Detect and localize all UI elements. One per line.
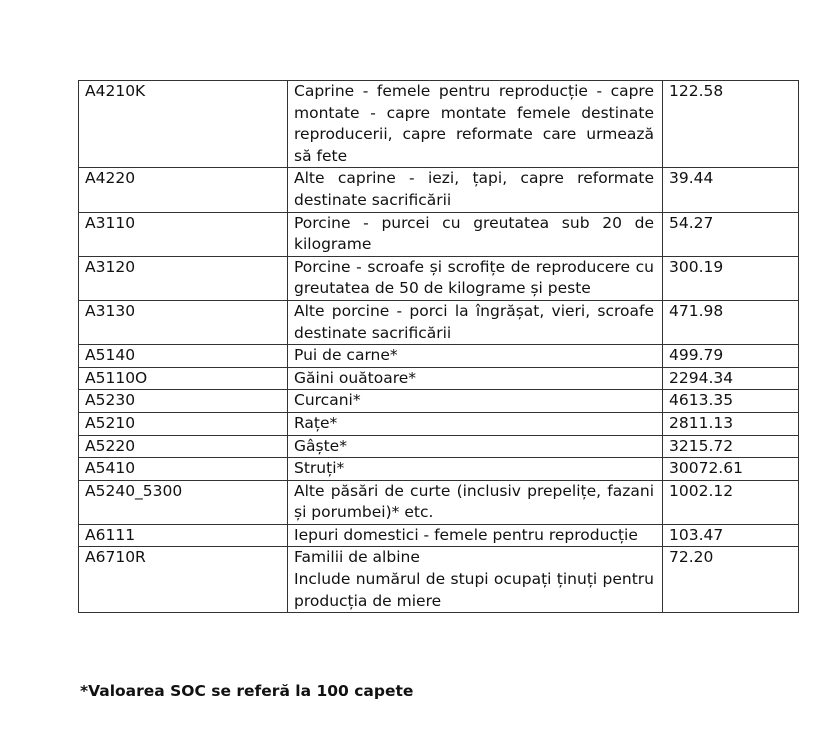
value-cell: 471.98	[663, 300, 799, 344]
value-cell: 2294.34	[663, 367, 799, 390]
description-cell	[288, 547, 663, 613]
table-row	[79, 367, 799, 390]
description-cell: Curcani*	[288, 390, 663, 413]
table-row	[79, 480, 799, 524]
value-cell: 300.19	[663, 256, 799, 300]
value-cell: 39.44	[663, 168, 799, 212]
code-cell: A3120	[79, 256, 288, 300]
code-cell: A4220	[79, 168, 288, 212]
table-row	[79, 524, 799, 547]
value-cell: 3215.72	[663, 435, 799, 458]
table-row	[79, 212, 799, 256]
code-cell: A5140	[79, 345, 288, 368]
value-cell: 499.79	[663, 345, 799, 368]
table-row	[79, 300, 799, 344]
code-cell: A5230	[79, 390, 288, 413]
value-cell: 1002.12	[663, 480, 799, 524]
description-cell: Alte caprine - iezi, țapi, capre reformate destinate sacrificării	[288, 168, 663, 212]
description-cell: Alte porcine - porci la îngrășat, vieri, scroafe destinate sacrificării	[288, 300, 663, 344]
value-cell: 4613.35	[663, 390, 799, 413]
description-cell: Rațe*	[288, 412, 663, 435]
value-cell: 30072.61	[663, 458, 799, 481]
description-cell: Porcine - purcei cu greutatea sub 20 de kilograme	[288, 212, 663, 256]
code-cell: A5110O	[79, 367, 288, 390]
code-cell: A3130	[79, 300, 288, 344]
code-cell: A5220	[79, 435, 288, 458]
footnote: *Valoarea SOC se referă la 100 capete	[80, 682, 414, 700]
value-cell: 2811.13	[663, 412, 799, 435]
description-cell: Caprine - femele pentru reproducție - capre montate - capre montate femele destinate reproducerii, capre reformate care urmează să fete	[288, 81, 663, 168]
table-row	[79, 412, 799, 435]
table-row	[79, 458, 799, 481]
table-row	[79, 435, 799, 458]
description-cell: Gâște*	[288, 435, 663, 458]
code-cell: A6710R	[79, 547, 288, 613]
description-cell: Alte păsări de curte (inclusiv prepelițe, fazani și porumbei)* etc.	[288, 480, 663, 524]
code-cell: A5240_5300	[79, 480, 288, 524]
value-cell: 103.47	[663, 524, 799, 547]
code-cell: A5410	[79, 458, 288, 481]
table-row	[79, 256, 799, 300]
value-cell: 72.20	[663, 547, 799, 613]
description-cell: Porcine - scroafe și scrofițe de reproducere cu greutatea de 50 de kilograme și peste	[288, 256, 663, 300]
value-cell: 122.58	[663, 81, 799, 168]
code-cell: A4210K	[79, 81, 288, 168]
code-cell: A5210	[79, 412, 288, 435]
soc-table	[78, 80, 799, 613]
code-cell: A6111	[79, 524, 288, 547]
value-cell: 54.27	[663, 212, 799, 256]
table-row	[79, 81, 799, 168]
table-row	[79, 168, 799, 212]
table-row	[79, 547, 799, 613]
description-note: Include numărul de stupi ocupați ținuți pentru producția de miere	[294, 570, 654, 610]
description-cell: Iepuri domestici - femele pentru reproducție	[288, 524, 663, 547]
description-cell: Pui de carne*	[288, 345, 663, 368]
table-row	[79, 390, 799, 413]
description-title: Familii de albine	[294, 548, 420, 567]
description-cell: Găini ouătoare*	[288, 367, 663, 390]
description-cell: Struți*	[288, 458, 663, 481]
code-cell: A3110	[79, 212, 288, 256]
table-row	[79, 345, 799, 368]
